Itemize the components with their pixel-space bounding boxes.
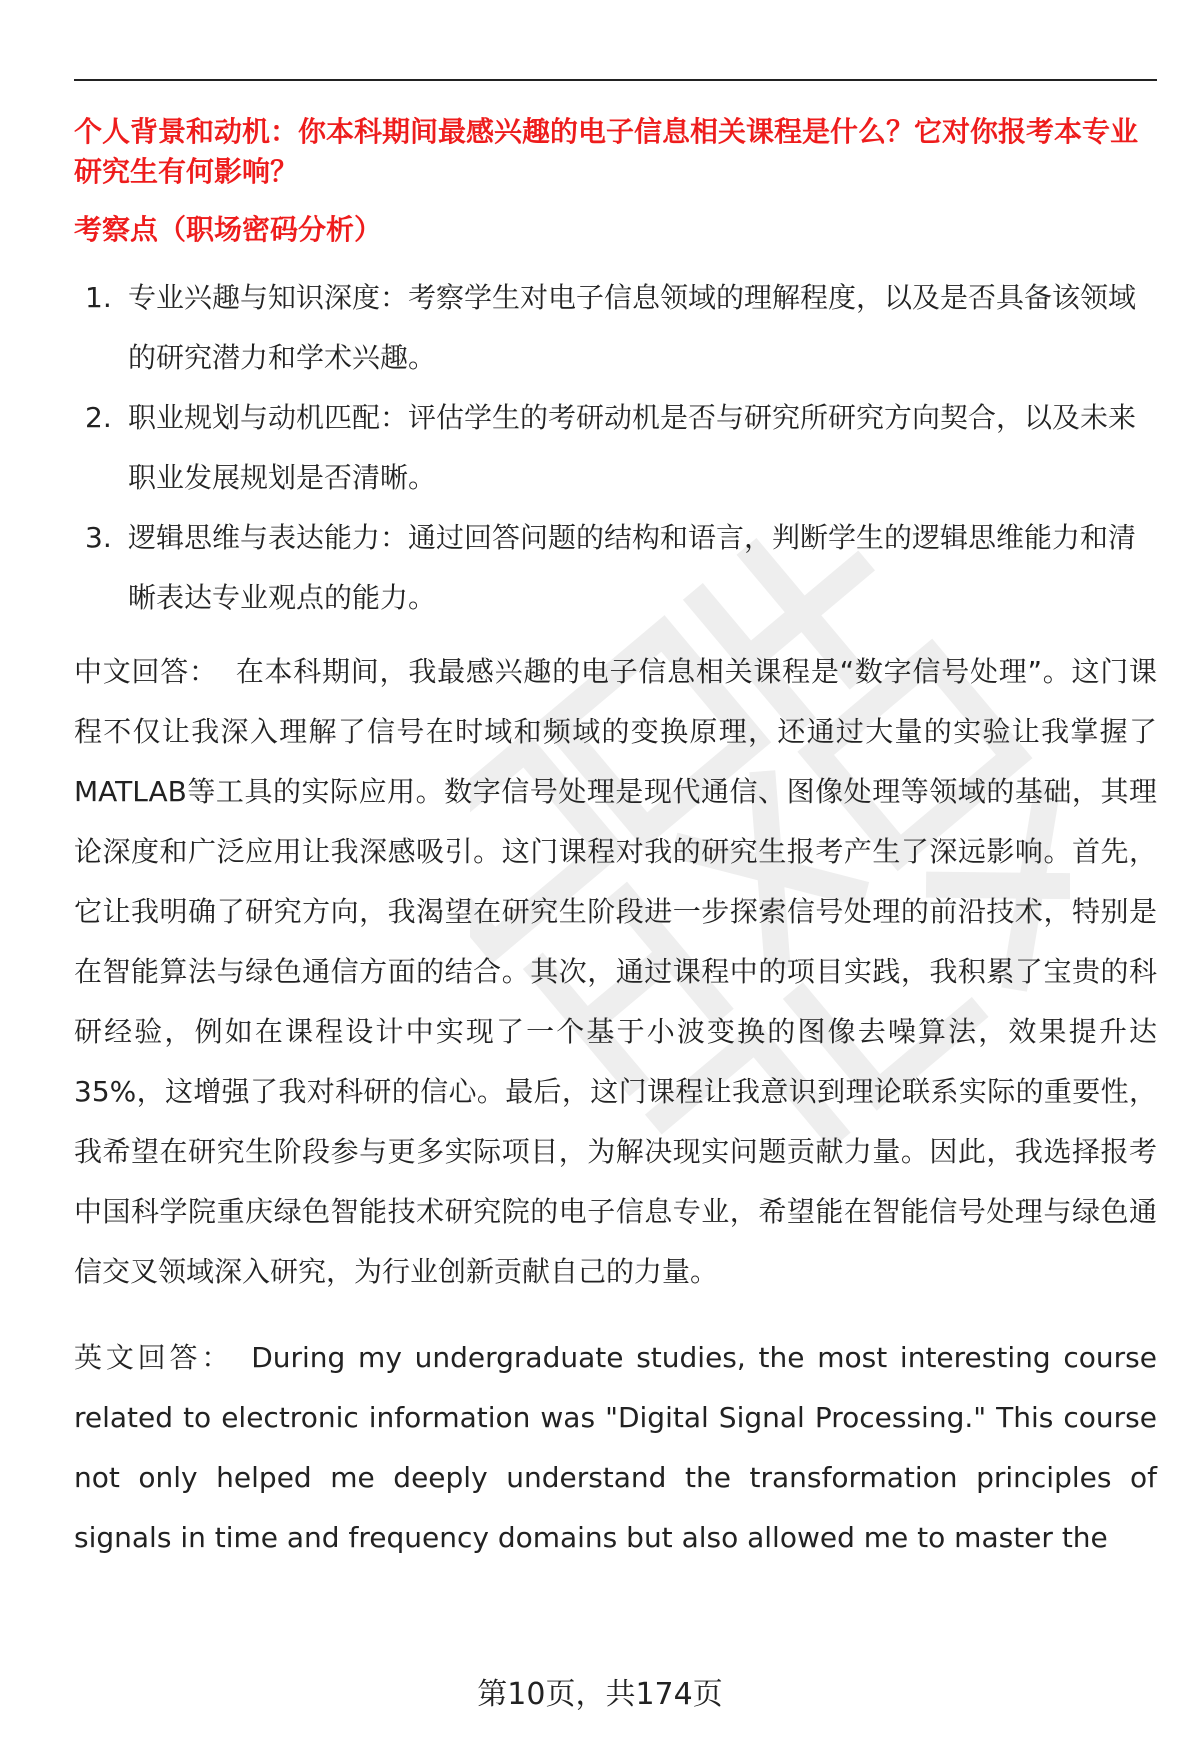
page-number: 第10页，共174页	[477, 1677, 723, 1712]
list-item	[74, 268, 1157, 388]
list-item-text: 专业兴趣与知识深度：考察学生对电子信息领域的理解程度，以及是否具备该领域的研究潜力和学术兴趣。	[128, 281, 1137, 374]
assessment-heading: 考察点（职场密码分析）	[74, 213, 383, 246]
chinese-answer-label: 中文回答：	[74, 655, 218, 688]
list-number: 2.	[85, 401, 112, 434]
chinese-answer	[74, 642, 1157, 1302]
question-heading: 个人背景和动机：你本科期间最感兴趣的电子信息相关课程是什么？它对你报考本专业研究生有何影响？	[74, 115, 1139, 188]
header-rule	[74, 79, 1157, 81]
english-answer	[74, 1328, 1157, 1568]
english-answer-text: During my undergraduate studies, the most interesting course related to electronic information was "Digital Signal Processing." This course not only helped me deeply understand the transformation principles of signals in time and frequency domains but also allowed me to master the	[74, 1341, 1157, 1554]
english-answer-label: 英文回答：	[74, 1341, 234, 1374]
assessment-points	[74, 268, 1157, 628]
chinese-answer-text: 在本科期间，我最感兴趣的电子信息相关课程是“数字信号处理”。这门课程不仅让我深入理解了信号在时域和频域的变换原理，还通过大量的实验让我掌握了MATLAB等工具的实际应用。数字信号处理是现代通信、图像处理等领域的基础，其理论深度和广泛应用让我深感吸引。这门课程对我的研究生报考产生了深远影响。首先，它让我明确了研究方向，我渴望在研究生阶段进一步探索信号处理的前沿技术，特别是在智能算法与绿色通信方面的结合。其次，通过课程中的项目实践，我积累了宝贵的科研经验，例如在课程设计中实现了一个基于小波变换的图像去噪算法，效果提升达35%，这增强了我对科研的信心。最后，这门课程让我意识到理论联系实际的重要性，我希望在研究生阶段参与更多实际项目，为解决现实问题贡献力量。因此，我选择报考中国科学院重庆绿色智能技术研究院的电子信息专业，希望能在智能信号处理与绿色通信交叉领域深入研究，为行业创新贡献自己的力量。	[74, 655, 1157, 1288]
list-item-text: 逻辑思维与表达能力：通过回答问题的结构和语言，判断学生的逻辑思维能力和清晰表达专业观点的能力。	[128, 521, 1137, 614]
list-item	[74, 508, 1157, 628]
list-item	[74, 388, 1157, 508]
list-item-text: 职业规划与动机匹配：评估学生的考研动机是否与研究所研究方向契合，以及未来职业发展规划是否清晰。	[128, 401, 1137, 494]
page-content	[74, 112, 1157, 1568]
list-number: 1.	[85, 281, 112, 314]
list-number: 3.	[85, 521, 112, 554]
